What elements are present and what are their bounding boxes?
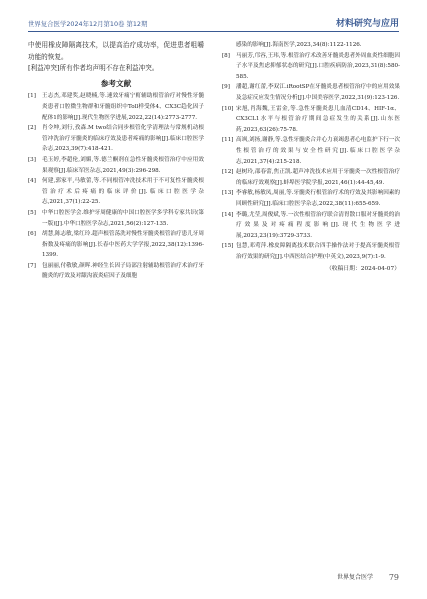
page-footer	[28, 569, 399, 581]
reference-text: 包慧,邓莺萍.橡皮障隔离技术联合四手操作法对于提高牙髓炎根管治疗效果的研究[J].中西医结合护理(中英文),2023,9(7):1-9.	[236, 243, 400, 260]
reference-number: [11]	[222, 137, 234, 144]
page-number: 79	[388, 573, 399, 582]
reference-number: [4]	[28, 178, 36, 185]
reference-text: 胡慧,陈志敏,梁红玲.超声根管荡洗对慢性牙髓炎根管治疗患儿牙周指数及疼痛的影响[J].长春中医药大学学报,2022,38(12):1396-1399.	[42, 231, 204, 259]
reference-number: [2]	[28, 125, 36, 132]
section-title: 材料研究与应用	[335, 19, 399, 29]
reference-text: 王志杰,邓建奖,赵晓楠,等.速效牙痛宁酊辅助根管治疗对慢性牙髓炎患者口腔微生物群和牙髓组织中Toll样受体4、CX3C趋化因子配体1的影响[J].现代生物医学进展,2022,22(14):2773-2777.	[42, 93, 204, 121]
reference-item	[28, 91, 204, 123]
reference-text: 马丽芳,邝容,王玮,等.根管治疗术改善牙髓炎患者外周血炎性细胞因子水平及焦虑抑郁状态的研究[J].口腔疾病防治,2023,31(8):580-585.	[236, 52, 400, 80]
reference-text: 肖令坤,刘行,孜森.M two结合同步根管化学清理法与常规机动根管冲洗治疗牙髓炎的临床疗效及患者疼痛的影响[J].临床口腔医学杂志,2023,39(7):418-421.	[42, 125, 204, 153]
reference-item	[28, 176, 204, 208]
reference-item	[222, 167, 400, 188]
reference-item	[222, 104, 400, 136]
reference-text: 高飒,刘扬,谢静,等.急性牙髓炎合并心力衰竭患者心电监护下行一次性根管治疗的效果与安全性研究[J].临床口腔医学杂志,2021,37(4):215-218.	[236, 137, 400, 165]
reference-number: [12]	[222, 169, 234, 176]
right-column	[222, 40, 400, 276]
reference-item	[222, 188, 400, 209]
reference-number: [15]	[222, 243, 234, 250]
reference-text: 包丽丽,付敬敏,颜晖.神经生长因子局部注射辅助根管治疗术治疗牙髓炎的疗效及对龈沟液炎症因子及细胞	[42, 262, 204, 280]
reference-item	[222, 210, 400, 242]
reference-item	[222, 82, 400, 103]
reference-text: 毛玉婷,李超伦,刘媚,等.德兰酮剂在急性牙髓炎根管治疗中应用效果观察[J].临床军医杂志,2021,49(3):296-298.	[42, 156, 204, 174]
reference-text: 何建,郭家平,马敏蕾,等.不同根管冲洗技术用于不可复性牙髓炎根管治疗术后疼痛的临床评价[J].临床口腔医学杂志,2021,37(1):22-25.	[42, 178, 204, 206]
reference-number: [5]	[28, 209, 36, 216]
page-header	[28, 13, 399, 31]
reference-number: [3]	[28, 156, 36, 163]
reference-number: [6]	[28, 231, 36, 238]
reference-item	[28, 123, 204, 155]
reference-number: [8]	[222, 52, 230, 59]
references-heading: 参考文献	[100, 78, 132, 88]
reference-number: [13]	[222, 190, 234, 197]
left-column	[28, 40, 204, 282]
reference-text: 李睿敏,杨敏凤,周丽,等.牙髓炎行根管治疗术的疗效及其影响因素的回顾性研究[J].临床口腔医学杂志,2022,38(11):655-659.	[236, 190, 400, 207]
reference-number: [10]	[222, 105, 234, 112]
reference-item	[222, 135, 400, 167]
received-date: （收稿日期：2024-04-07）	[325, 266, 400, 273]
reference-text: 感染的影响[J].海南医学,2023,34(8):1122-1126.	[236, 42, 362, 48]
reference-number: [1]	[28, 93, 36, 100]
reference-item	[28, 229, 204, 261]
footer-journal-name: 世界复合医学	[336, 574, 373, 581]
reference-text: 中华口腔医学会.维护牙周健康的中国口腔医学多学科专家共识(第一版)[J].中华口腔医学杂志,2021,56(2):127-135.	[42, 209, 204, 227]
reference-text: 赵树玲,邵春蕾,焦正凯.超声冲洗技术应用于牙髓炎一次性根管治疗的临床疗效观察[J].蚌埠医学院学报,2021,46(1):44-45,49.	[236, 169, 400, 186]
reference-text: 宋旭,肖海魏,王雷金,等.急性牙髓炎患儿血清CD14、HIF-1α、CX3CL1水平与根管治疗期间急症发生的关系[J].山东医药,2023,63(26):75-78.	[236, 105, 400, 133]
body-paragraph: 中使用橡皮障隔离技术，以提高治疗成功率，促进患者咀嚼功能的恢复。	[28, 41, 204, 61]
reference-number: [14]	[222, 211, 234, 218]
conflict-statement: [利益冲突]所有作者均声明不存在利益冲突。	[28, 64, 159, 73]
reference-number: [9]	[222, 84, 230, 91]
reference-item	[222, 51, 400, 83]
reference-item	[28, 208, 204, 229]
reference-item-continued	[222, 40, 400, 51]
reference-item	[28, 261, 204, 282]
reference-item	[222, 241, 400, 262]
reference-number: [7]	[28, 262, 36, 269]
reference-text: 潘超,谢红蕾,李双江.iRootSP在牙髓炎患者根管治疗中的应用效果及急症反应发生情况分析[J].中国美容医学,2022,31(9):123-126.	[236, 84, 400, 101]
reference-text: 李璐,尤莹,周俊斌,等.一次性根管治疗联合清胃散口服对牙髓炎的治疗效果及对疼痛程度影响[J].现代生物医学进展,2023,23(19):3729-3733.	[236, 211, 400, 239]
journal-issue: 世界复合医学2024年12月第10卷 第12期	[28, 20, 148, 28]
reference-item	[28, 155, 204, 176]
header-rule	[28, 31, 399, 32]
